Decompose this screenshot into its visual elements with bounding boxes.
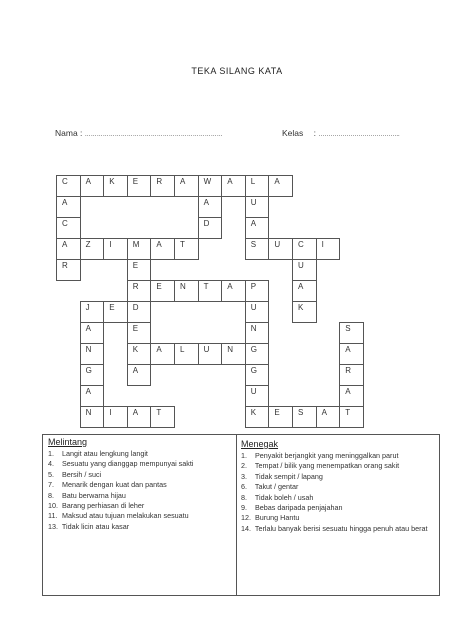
grid-cell[interactable]: S	[245, 238, 270, 260]
down-clue-number: 9.	[241, 503, 247, 513]
across-clue-text: Maksud atau tujuan melakukan sesuatu	[60, 511, 189, 521]
down-clue-number: 12.	[241, 513, 251, 523]
down-clue-number: 6.	[241, 482, 247, 492]
grid-cell[interactable]: A	[198, 196, 223, 218]
grid-cell[interactable]: A	[316, 406, 341, 428]
grid-cell[interactable]: L	[174, 343, 199, 365]
across-clues	[48, 437, 233, 532]
grid-cell[interactable]: E	[103, 301, 128, 323]
down-clue	[241, 493, 437, 503]
grid-cell[interactable]: R	[150, 175, 175, 197]
down-clue-text: Tempat / bilik yang menempatkan orang sakit	[253, 461, 400, 471]
grid-cell[interactable]: P	[245, 280, 270, 302]
across-heading: Melintang	[48, 437, 88, 447]
grid-cell[interactable]: I	[103, 238, 128, 260]
across-clue-text: Sesuatu yang dianggap mempunyai sakti	[60, 459, 194, 469]
grid-cell[interactable]: A	[174, 175, 199, 197]
grid-cell[interactable]: U	[245, 301, 270, 323]
across-clue	[48, 449, 233, 459]
grid-cell[interactable]: E	[127, 175, 152, 197]
grid-cell[interactable]: E	[268, 406, 293, 428]
across-clue	[48, 491, 233, 501]
grid-cell[interactable]: S	[292, 406, 317, 428]
grid-cell[interactable]: T	[198, 280, 223, 302]
down-clue	[241, 513, 437, 523]
across-clue-number: 8.	[48, 490, 54, 500]
grid-cell[interactable]: C	[56, 175, 81, 197]
grid-cell[interactable]: N	[221, 343, 246, 365]
grid-cell[interactable]: R	[339, 364, 364, 386]
across-clue	[48, 470, 233, 480]
grid-cell[interactable]: U	[245, 196, 270, 218]
grid-cell[interactable]: N	[174, 280, 199, 302]
down-clue-number: 3.	[241, 471, 247, 481]
grid-cell[interactable]: E	[127, 259, 152, 281]
grid-cell[interactable]: W	[198, 175, 223, 197]
down-heading: Menegak	[241, 439, 279, 449]
down-clue-text: Terlalu banyak berisi sesuatu hingga penuh atau berat	[253, 523, 428, 533]
grid-cell[interactable]: R	[127, 280, 152, 302]
grid-cell[interactable]: A	[56, 196, 81, 218]
grid-cell[interactable]: A	[127, 364, 152, 386]
across-clue-number: 5.	[48, 469, 54, 479]
down-clue-number: 1.	[241, 451, 247, 460]
down-clue	[241, 503, 437, 513]
down-clue-number: 8.	[241, 492, 247, 502]
grid-cell[interactable]: K	[245, 406, 270, 428]
down-clue-number: 2.	[241, 461, 247, 471]
grid-cell[interactable]: A	[339, 385, 364, 407]
grid-cell[interactable]: S	[339, 322, 364, 344]
grid-cell[interactable]: D	[127, 301, 152, 323]
grid-cell[interactable]: U	[268, 238, 293, 260]
grid-cell[interactable]: T	[174, 238, 199, 260]
grid-cell[interactable]: U	[292, 259, 317, 281]
grid-cell[interactable]: I	[316, 238, 341, 260]
across-clue	[48, 522, 233, 532]
grid-cell[interactable]: K	[292, 301, 317, 323]
across-clue-number: 13.	[48, 521, 58, 531]
across-clue	[48, 511, 233, 521]
across-clue-number: 7.	[48, 480, 54, 490]
grid-cell[interactable]: G	[245, 343, 270, 365]
across-clue-text: Menarik dengan kuat dan pantas	[60, 480, 167, 490]
grid-cell[interactable]: A	[221, 175, 246, 197]
down-clue	[241, 451, 437, 461]
grid-cell[interactable]: C	[56, 217, 81, 239]
down-clue-text: Bebas daripada penjajahan	[253, 503, 343, 513]
grid-cell[interactable]: U	[198, 343, 223, 365]
class-label: Kelas	[282, 128, 304, 138]
across-clue-text: Batu berwarna hijau	[60, 490, 126, 500]
grid-cell[interactable]: K	[127, 343, 152, 365]
grid-cell[interactable]: E	[127, 322, 152, 344]
grid-cell[interactable]: A	[80, 322, 105, 344]
grid-cell[interactable]: A	[80, 385, 105, 407]
grid-cell[interactable]: N	[80, 343, 105, 365]
down-clue	[241, 472, 437, 482]
across-clue-text: Tidak licin atau kasar	[60, 521, 130, 531]
across-clue-number: 10.	[48, 501, 58, 511]
grid-cell[interactable]: A	[150, 238, 175, 260]
name-dots: ……………………………………………………………	[84, 132, 223, 138]
grid-cell[interactable]: E	[150, 280, 175, 302]
grid-cell[interactable]: A	[221, 280, 246, 302]
across-clue-text: Langit atau lengkung langit	[60, 449, 148, 458]
across-clue	[48, 459, 233, 469]
grid-cell[interactable]: R	[56, 259, 81, 281]
across-clue-number: 1.	[48, 449, 54, 458]
across-clue-text: Barang perhiasan di leher	[60, 501, 145, 511]
grid-cell[interactable]: K	[103, 175, 128, 197]
class-dots: …………………………………..	[318, 132, 400, 138]
clues-divider	[236, 435, 237, 595]
grid-cell[interactable]: M	[127, 238, 152, 260]
down-clue	[241, 482, 437, 492]
grid-cell[interactable]: N	[80, 406, 105, 428]
down-clues	[241, 439, 437, 534]
down-clue-text: Tidak sempit / lapang	[253, 471, 323, 481]
grid-cell[interactable]: A	[80, 175, 105, 197]
grid-cell[interactable]: N	[245, 322, 270, 344]
grid-cell[interactable]: L	[245, 175, 270, 197]
grid-cell[interactable]: G	[80, 364, 105, 386]
grid-cell[interactable]: J	[80, 301, 105, 323]
clues-box	[42, 434, 440, 596]
grid-cell[interactable]: Z	[80, 238, 105, 260]
down-clue	[241, 461, 437, 471]
name-label: Nama :	[55, 128, 83, 138]
grid-cell[interactable]: A	[56, 238, 81, 260]
grid-cell[interactable]: A	[292, 280, 317, 302]
grid-cell[interactable]: G	[245, 364, 270, 386]
page-title: TEKA SILANG KATA	[191, 66, 283, 76]
down-clue-text: Burung Hantu	[253, 513, 300, 523]
grid-cell[interactable]: C	[292, 238, 317, 260]
grid-cell[interactable]: T	[150, 406, 175, 428]
grid-cell[interactable]: A	[150, 343, 175, 365]
across-clue-text: Bersih / suci	[60, 469, 102, 479]
grid-cell[interactable]: I	[103, 406, 128, 428]
grid-cell[interactable]: A	[268, 175, 293, 197]
down-clue-number: 14.	[241, 523, 251, 533]
across-clue	[48, 480, 233, 490]
grid-cell[interactable]: A	[339, 343, 364, 365]
grid-cell[interactable]: T	[339, 406, 364, 428]
class-colon: :	[313, 128, 317, 138]
down-clue-text: Penyakit berjangkit yang meninggalkan parut	[253, 451, 399, 460]
across-clue-number: 4.	[48, 459, 54, 469]
grid-cell[interactable]: U	[245, 385, 270, 407]
grid-cell[interactable]: D	[198, 217, 223, 239]
across-clue-number: 11.	[48, 511, 58, 521]
grid-cell[interactable]: A	[245, 217, 270, 239]
across-clue	[48, 501, 233, 511]
down-clue	[241, 524, 437, 534]
grid-cell[interactable]: A	[127, 406, 152, 428]
down-clue-text: Tidak boleh / usah	[253, 492, 314, 502]
down-clue-text: Takut / gentar	[253, 482, 299, 492]
